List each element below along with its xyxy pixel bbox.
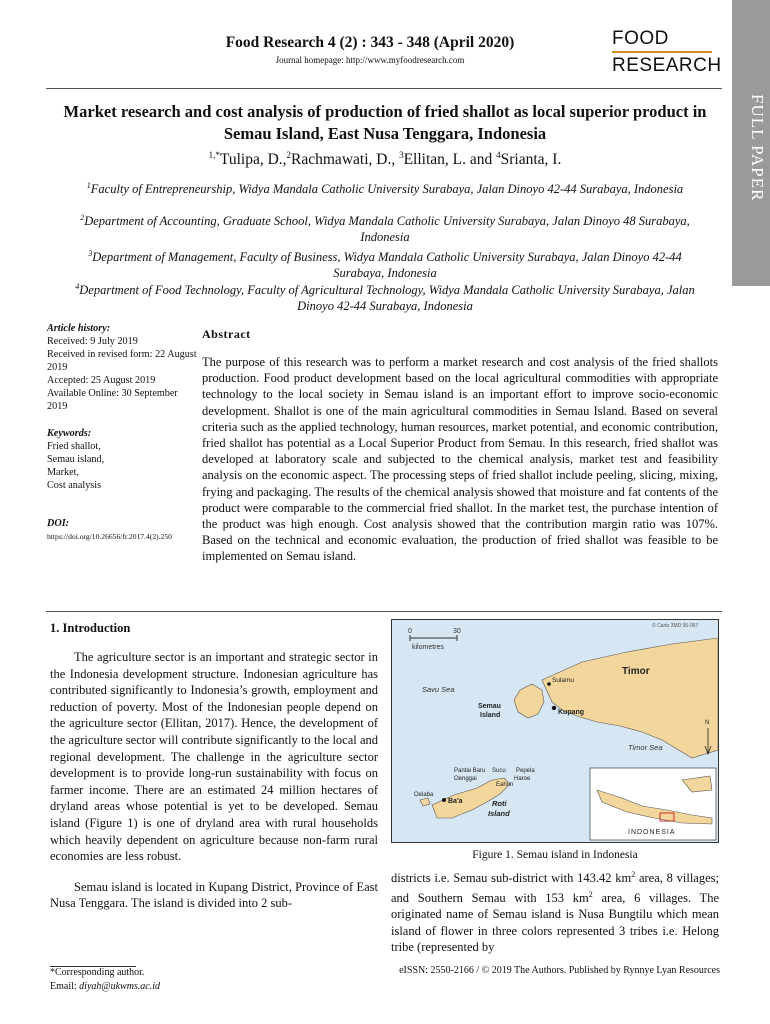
logo-bottom-text: RESEARCH bbox=[612, 55, 722, 76]
history-line: Received in revised form: 22 August 2019 bbox=[47, 349, 197, 373]
map-label-indonesia: INDONESIA bbox=[628, 829, 676, 836]
right-text: area, 8 villages; and Southern Semau with 153 km bbox=[391, 871, 719, 905]
map-label-semau-island: Island bbox=[480, 712, 501, 719]
side-tab-label: FULL PAPER bbox=[748, 94, 767, 202]
north-arrow-label: N bbox=[705, 720, 710, 726]
map-label-roti-island: Island bbox=[488, 809, 510, 818]
paper-title: Market research and cost analysis of production of fried shallot as local superior product in Semau Island, East Nusa Tenggara, Indonesia bbox=[63, 102, 707, 143]
intro-right-column bbox=[391, 867, 719, 955]
map-label-baa: Ba'a bbox=[448, 798, 463, 805]
map-label-sulamu: Sulamu bbox=[552, 677, 575, 684]
doi-link[interactable]: https://doi.org/10.26656/fr.2017.4(2).250 bbox=[47, 532, 172, 541]
figure-caption: Figure 1. Semau island in Indonesia bbox=[472, 849, 638, 861]
map-label-roti: Roti bbox=[492, 799, 507, 808]
author-name: Rachmawati, D., bbox=[291, 151, 400, 169]
affiliation-text: Department of Food Technology, Faculty of Agricultural Technology, Widya Mandala Catholic University Surabaya, Jalan Dinoyo 42-44 Surabaya, Indonesia bbox=[79, 283, 695, 314]
history-line: Available Online: 30 September 2019 bbox=[47, 388, 178, 412]
section-heading-introduction: 1. Introduction bbox=[50, 621, 131, 635]
keyword: Fried shallot, bbox=[47, 441, 101, 452]
corresponding-label: *Corresponding author. bbox=[50, 967, 145, 978]
affiliation-text: Faculty of Entrepreneurship, Widya Mandala Catholic University Surabaya, Jalan Dinoyo 42-44 Surabaya, Indonesia bbox=[90, 182, 684, 197]
affiliation-sup: 1 bbox=[86, 181, 91, 190]
keyword: Cost analysis bbox=[47, 480, 102, 491]
map-label-haroe: Haroe bbox=[514, 776, 531, 782]
semau-map-graphic bbox=[392, 620, 718, 842]
intro-paragraph: The agriculture sector is an important and strategic sector in the Indonesia development structure. Indonesian agriculture has contributed significantly to Indonesia’s growth, employment and reduction of poverty. Most of the Indonesian people depend on the agriculture sector (Ellitan, 2017). Hence, the development of the agriculture sector will contribute significantly to the local and regional development. The challenge in the agriculture sector development is to provide long-run sustainability with focus on farmer income. There are an estimated 24 million hectares of dryland areas whose potential is yet to be developed. Semau island (Figure 1) is one of dryland area with rural households which heavily dependent on agriculture because non-farm rural economies are less robust. bbox=[50, 650, 378, 864]
map-copyright: © Carto 3MD 95-057 bbox=[652, 623, 699, 629]
map-label-pantai-baru: Pantai Baru bbox=[454, 768, 486, 774]
email-label: Email: bbox=[50, 981, 80, 992]
article-metadata bbox=[47, 322, 197, 543]
scale-unit-label: kilometres bbox=[412, 644, 444, 651]
author-sup: 1,* bbox=[208, 150, 220, 160]
map-label-oelaba: Oelaba bbox=[414, 792, 434, 798]
right-text: area, 6 villages. The originated name of Semau island is Nusa Bungtilu which mean island of flower in three colors represented 3 tribes i.e. Helong tribe (represented by bbox=[391, 890, 719, 954]
scale-label-end: 30 bbox=[453, 628, 461, 635]
affiliation-sup: 4 bbox=[75, 282, 80, 291]
keyword: Semau island, bbox=[47, 454, 105, 465]
journal-citation: Food Research 4 (2) : 343 - 348 (April 2020) bbox=[225, 34, 515, 51]
author-sup: 4 bbox=[496, 150, 501, 160]
map-label-eahun: Eahun bbox=[496, 782, 514, 788]
abstract-text: The purpose of this research was to perform a market research and cost analysis of the fried shallots production. Food product development based on the local agricultural commodities with appropriate technology to the local society in Semau island is an important effort to improve socio-economic development. Shallot is one of the main agricultural commodities in Semau Island. Based on several criteria such as the applied technology, human resources, market potential, and economic contribution, fried shallot has potential as a Local Superior Product from Semau. In this research, fried shallot was developed at laboratory scale and subjected to the chemical analysis, market test and feasibility analysis on the economic aspect. The processing steps of fried shallot include peeling, slicing, mixing, frying and packaging. The results of the chemical analysis showed that moisture and fat contents of the product were comparable to the commercial fried shallot. In the market test, the purchase intention of the product was high enough. Cost analysis showed that the contribution margin ratio was 107%. Based on the technical and economic evaluation, the production of fried shallot was feasible to be implemented on Semau island. bbox=[202, 355, 718, 564]
journal-homepage[interactable]: Journal homepage: http://www.myfoodresearch.com bbox=[275, 55, 465, 65]
affiliation bbox=[72, 279, 698, 314]
map-point-sulamu bbox=[547, 682, 551, 686]
author-name: Srianta, I. bbox=[500, 151, 562, 169]
keyword: Market, bbox=[47, 467, 79, 478]
affiliation-sup: 3 bbox=[88, 249, 93, 258]
email-link[interactable]: diyah@ukwms.ac.id bbox=[79, 981, 161, 992]
map-label-pepela: Pepela bbox=[516, 768, 535, 774]
intro-paragraph: Semau island is located in Kupang District, Province of East Nusa Tenggara. The island is divided into 2 sub- bbox=[50, 879, 378, 911]
affiliation-text: Department of Accounting, Graduate School, Widya Mandala Catholic University Surabaya, Jalan Dinoyo 48 Surabaya, Indonesia bbox=[84, 214, 690, 245]
corresponding-footnote bbox=[50, 966, 160, 994]
map-point-baa bbox=[442, 798, 446, 802]
right-text: districts i.e. Semau sub-district with 143.42 km bbox=[391, 871, 632, 886]
map-label-timor-sea: Timor Sea bbox=[628, 743, 663, 752]
superscript: 2 bbox=[631, 870, 636, 879]
author-list bbox=[62, 150, 708, 169]
map-label-sucu: Sucu bbox=[492, 768, 506, 774]
history-line: Accepted: 25 August 2019 bbox=[47, 375, 156, 386]
scale-label-start: 0 bbox=[408, 628, 412, 635]
intro-left-column bbox=[50, 649, 378, 912]
affiliation bbox=[72, 210, 698, 245]
history-line: Received: 9 July 2019 bbox=[47, 336, 138, 347]
author-name: Ellitan, L. and bbox=[403, 151, 497, 169]
doi-heading: DOI: bbox=[47, 518, 70, 529]
issn-line: eISSN: 2550-2166 / © 2019 The Authors. Published by Rynnye Lyan Resources bbox=[399, 965, 720, 976]
journal-logo bbox=[612, 28, 722, 77]
figure-map bbox=[391, 619, 719, 843]
author-name: Tulipa, D., bbox=[219, 151, 287, 169]
article-history-heading: Article history: bbox=[47, 323, 111, 334]
author-sup: 3 bbox=[399, 150, 404, 160]
map-label-savu-sea: Savu Sea bbox=[422, 685, 455, 694]
affiliation-text: Department of Management, Faculty of Business, Widya Mandala Catholic University Surabaya, Jalan Dinoyo 42-44 Surabaya, Indonesia bbox=[92, 250, 682, 281]
map-label-kupang: Kupang bbox=[558, 709, 585, 716]
affiliation bbox=[72, 178, 698, 197]
logo-top-text: FOOD bbox=[612, 28, 669, 49]
logo-divider bbox=[612, 51, 712, 53]
map-label-timor: Timor bbox=[622, 666, 650, 677]
abstract-heading: Abstract bbox=[202, 327, 251, 341]
affiliation bbox=[72, 246, 698, 281]
superscript: 2 bbox=[588, 889, 593, 899]
abstract-divider bbox=[46, 611, 722, 612]
keywords-heading: Keywords: bbox=[47, 428, 92, 439]
affiliation-sup: 2 bbox=[80, 213, 85, 222]
author-sup: 2 bbox=[286, 150, 292, 160]
map-point-kupang bbox=[552, 706, 556, 710]
map-label-oenggai: Oenggai bbox=[454, 776, 477, 782]
header-divider bbox=[46, 88, 722, 89]
map-label-semau: Semau bbox=[478, 703, 501, 710]
